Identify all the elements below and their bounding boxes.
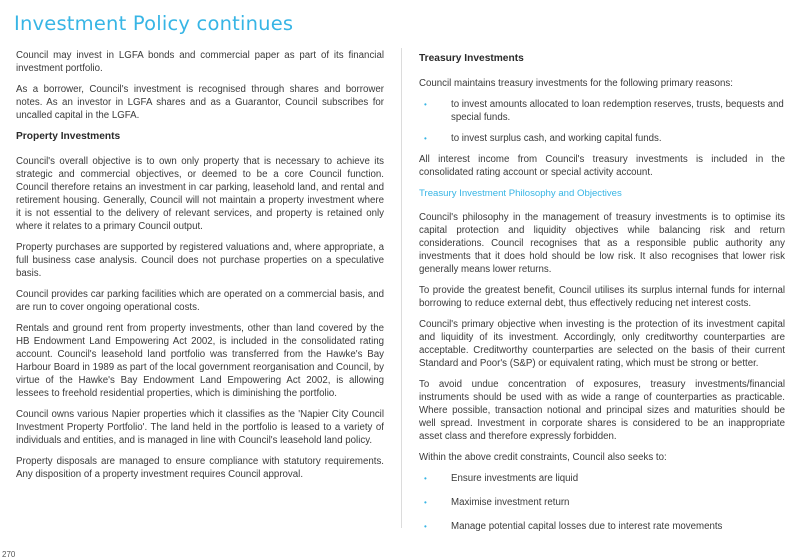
list-item — [419, 520, 785, 533]
property-purchases-paragraph: Property purchases are supported by registered valuations and, where appropriate, a full business case analysis. Council does not purchase properties on a speculative basis. — [16, 242, 384, 279]
bullet-icon: • — [424, 498, 427, 507]
page-number: 270 — [2, 550, 16, 559]
philosophy-paragraph: Council's philosophy in the management of treasury investments is to optimise its capital protection and liquidity objectives while balancing risk and return considerations. Council recognises that as a responsible public authority any investments that it does hold should be low risk. It also recognises that lower risk generally means lower returns. — [419, 212, 785, 275]
car-parking-paragraph: Council provides car parking facilities which are operated on a commercial basis, and are run to cover ongoing operational costs. — [16, 289, 384, 313]
internal-borrowing-paragraph: To provide the greatest benefit, Council utilises its surplus internal funds for internal borrowing to reduce external debt, thus effectively reducing net interest costs. — [419, 285, 785, 309]
lgfa-paragraph: Council may invest in LGFA bonds and commercial paper as part of its financial investment portfolio. — [16, 50, 384, 74]
list-item-text: Manage potential capital losses due to interest rate movements — [451, 521, 723, 532]
primary-objective-paragraph: Council's primary objective when investing is the protection of its investment capital and liquidity of its investment. Accordingly, only creditworthy counterparties are acceptable. Creditworthy counterparties are selected on the basis of their current Standard and Poor's (S&P) or equivalent rating, which must be strong or better. — [419, 319, 785, 369]
right-column — [419, 49, 785, 544]
treasury-intro-paragraph: Council maintains treasury investments for the following primary reasons: — [419, 78, 733, 89]
page-title: Investment Policy continues — [14, 12, 294, 35]
list-item-text: Maximise investment return — [451, 497, 570, 508]
column-divider — [401, 48, 402, 528]
list-item-text: Ensure investments are liquid — [451, 473, 579, 484]
bullet-icon: • — [424, 522, 427, 531]
treasury-reasons-list — [419, 98, 785, 145]
bullet-icon: • — [424, 100, 427, 109]
bullet-icon: • — [424, 134, 427, 143]
seeks-list — [419, 472, 785, 533]
list-item-text: to invest amounts allocated to loan redemption reserves, trusts, bequests and special funds. — [451, 99, 784, 123]
rentals-paragraph: Rentals and ground rent from property investments, other than land covered by the HB Endowment Land Empowering Act 2002, is included in the consolidated rating account. Council's leasehold land portfolio was transferred from the Hawke's Bay Harbour Board in 1989 as part of the local government reorganisation and Council, by virtue of the Hawke's Bay Endowment Land Empowering Act 2002, is allowing lessees to freehold residential properties, which is diminishing the portfolio. — [16, 323, 384, 399]
bullet-icon: • — [424, 474, 427, 483]
list-item — [419, 472, 785, 485]
list-item-text: to invest surplus cash, and working capital funds. — [451, 133, 662, 144]
list-item — [419, 98, 785, 124]
property-portfolio-paragraph: Council owns various Napier properties which it classifies as the 'Napier City Council Investment Property Portfolio'. The land held in the portfolio is leased to a variety of individuals and entities, and is managed in line with Council's leasehold land policy. — [16, 409, 384, 446]
property-investments-heading: Property Investments — [16, 131, 121, 142]
treasury-investments-heading: Treasury Investments — [419, 53, 524, 64]
concentration-paragraph: To avoid undue concentration of exposures, treasury investments/financial instruments should be used with as wide a range of counterparties as practicable. Where possible, transaction notional and principal sizes and maturities should be well spread. Investment in corporate shares is considered to be an inappropriate asset class and therefore expressly forbidden. — [419, 379, 785, 442]
list-item — [419, 132, 785, 145]
interest-income-paragraph: All interest income from Council's treasury investments is included in the consolidated rating account or special activity account. — [419, 154, 785, 178]
borrower-paragraph: As a borrower, Council's investment is recognised through shares and borrower notes. As an investor in LGFA shares and as a Guarantor, Council subscribes for uncalled capital in the LGFA. — [16, 84, 384, 121]
left-column — [16, 49, 384, 489]
philosophy-heading: Treasury Investment Philosophy and Objectives — [419, 188, 622, 199]
list-item — [419, 496, 785, 509]
credit-constraints-paragraph: Within the above credit constraints, Council also seeks to: — [419, 452, 667, 463]
property-objective-paragraph: Council's overall objective is to own only property that is necessary to achieve its strategic and commercial objectives, or deemed to be a core Council function. Council therefore retains an investment in car parking, leasehold land, and rental and retirement housing. Generally, Council will not maintain a property investment where it is not essential to the delivery of relevant services, and property is retained only where it relates to a primary Council output. — [16, 156, 384, 232]
property-disposals-paragraph: Property disposals are managed to ensure compliance with statutory requirements. Any disposition of a property investment requires Council approval. — [16, 456, 384, 480]
